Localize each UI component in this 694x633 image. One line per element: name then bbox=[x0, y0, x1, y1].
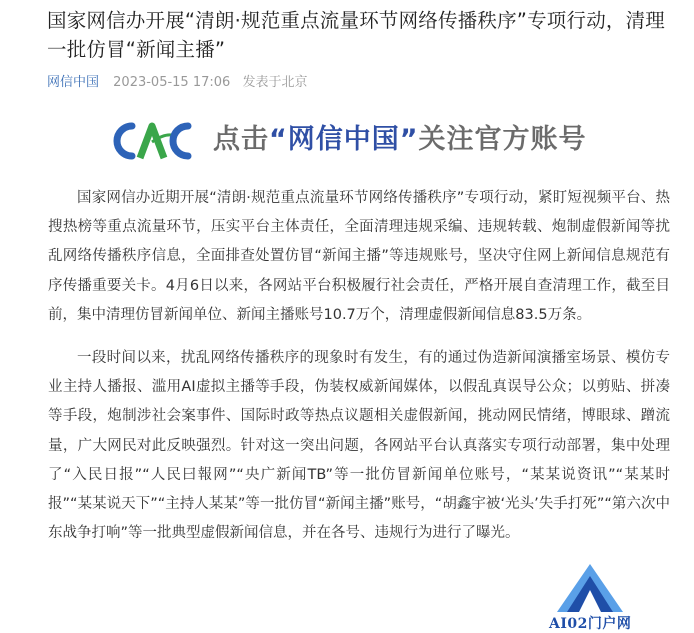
slogan-account-name: “网信中国” bbox=[269, 124, 419, 155]
paragraph-2: 一段时间以来，扰乱网络传播秩序的现象时有发生，有的通过伪造新闻演播室场景、模仿专业主持人播报、滥用AI虚拟主播等手段，伪装权威新闻媒体，以假乱真误导公众；以剪贴、拼凑等手段，炮制涉社会案事件、国际时政等热点议题相关虚假新闻，挑动网民情绪，博眼球、蹭流量，广大网民对此反映强烈。针对这一突出问题，各网站平台认真落实专项行动部署，集中处理了“入民日报”“人民曰報网”“央广新闻TB”等一批仿冒新闻单位账号，“某某说资讯”“某某时报”“某某说天下”“主持人某某”等一批仿冒“新闻主播”账号，“胡鑫宇被‘光头’失手打死”“第六次中东战争打响”等一批典型虚假新闻信息，并在各号、违规行为进行了曝光。 bbox=[48, 350, 670, 542]
watermark-text: AI02门户网 bbox=[549, 616, 632, 632]
slogan-prefix: 点击 bbox=[213, 124, 269, 155]
article-body bbox=[48, 184, 670, 562]
article-meta bbox=[47, 74, 307, 92]
article-source-link[interactable]: 网信中国 bbox=[47, 75, 100, 90]
watermark-logo-icon bbox=[555, 562, 625, 614]
cac-logo bbox=[110, 118, 202, 164]
paragraph-1: 国家网信办近期开展“清朗·规范重点流量环节网络传播秩序”专项行动，紧盯短视频平台、热搜热榜等重点流量环节，压实平台主体责任，全面清理违规采编、违规转载、炮制虚假新闻等扰乱网络传播秩序信息，全面排查处置仿冒“新闻主播”等违规账号，坚决守住网上新闻信息规范有序传播重要关卡。4月6日以来，各网站平台积极履行社会责任，严格开展自查清理工作，截至目前，集中清理仿冒新闻单位、新闻主播账号10.7万个，清理虚假新闻信息83.5万条。 bbox=[48, 190, 670, 323]
banner-slogan bbox=[213, 122, 587, 158]
site-watermark bbox=[547, 562, 657, 630]
article-title: 国家网信办开展“清朗·规范重点流量环节网络传播秩序”专项行动，清理一批仿冒“新闻主播” bbox=[47, 9, 666, 61]
article-date: 2023-05-15 17:06 bbox=[113, 75, 231, 90]
follow-banner[interactable] bbox=[110, 118, 610, 164]
article-location: 发表于北京 bbox=[242, 75, 308, 90]
slogan-suffix: 关注官方账号 bbox=[418, 124, 587, 155]
